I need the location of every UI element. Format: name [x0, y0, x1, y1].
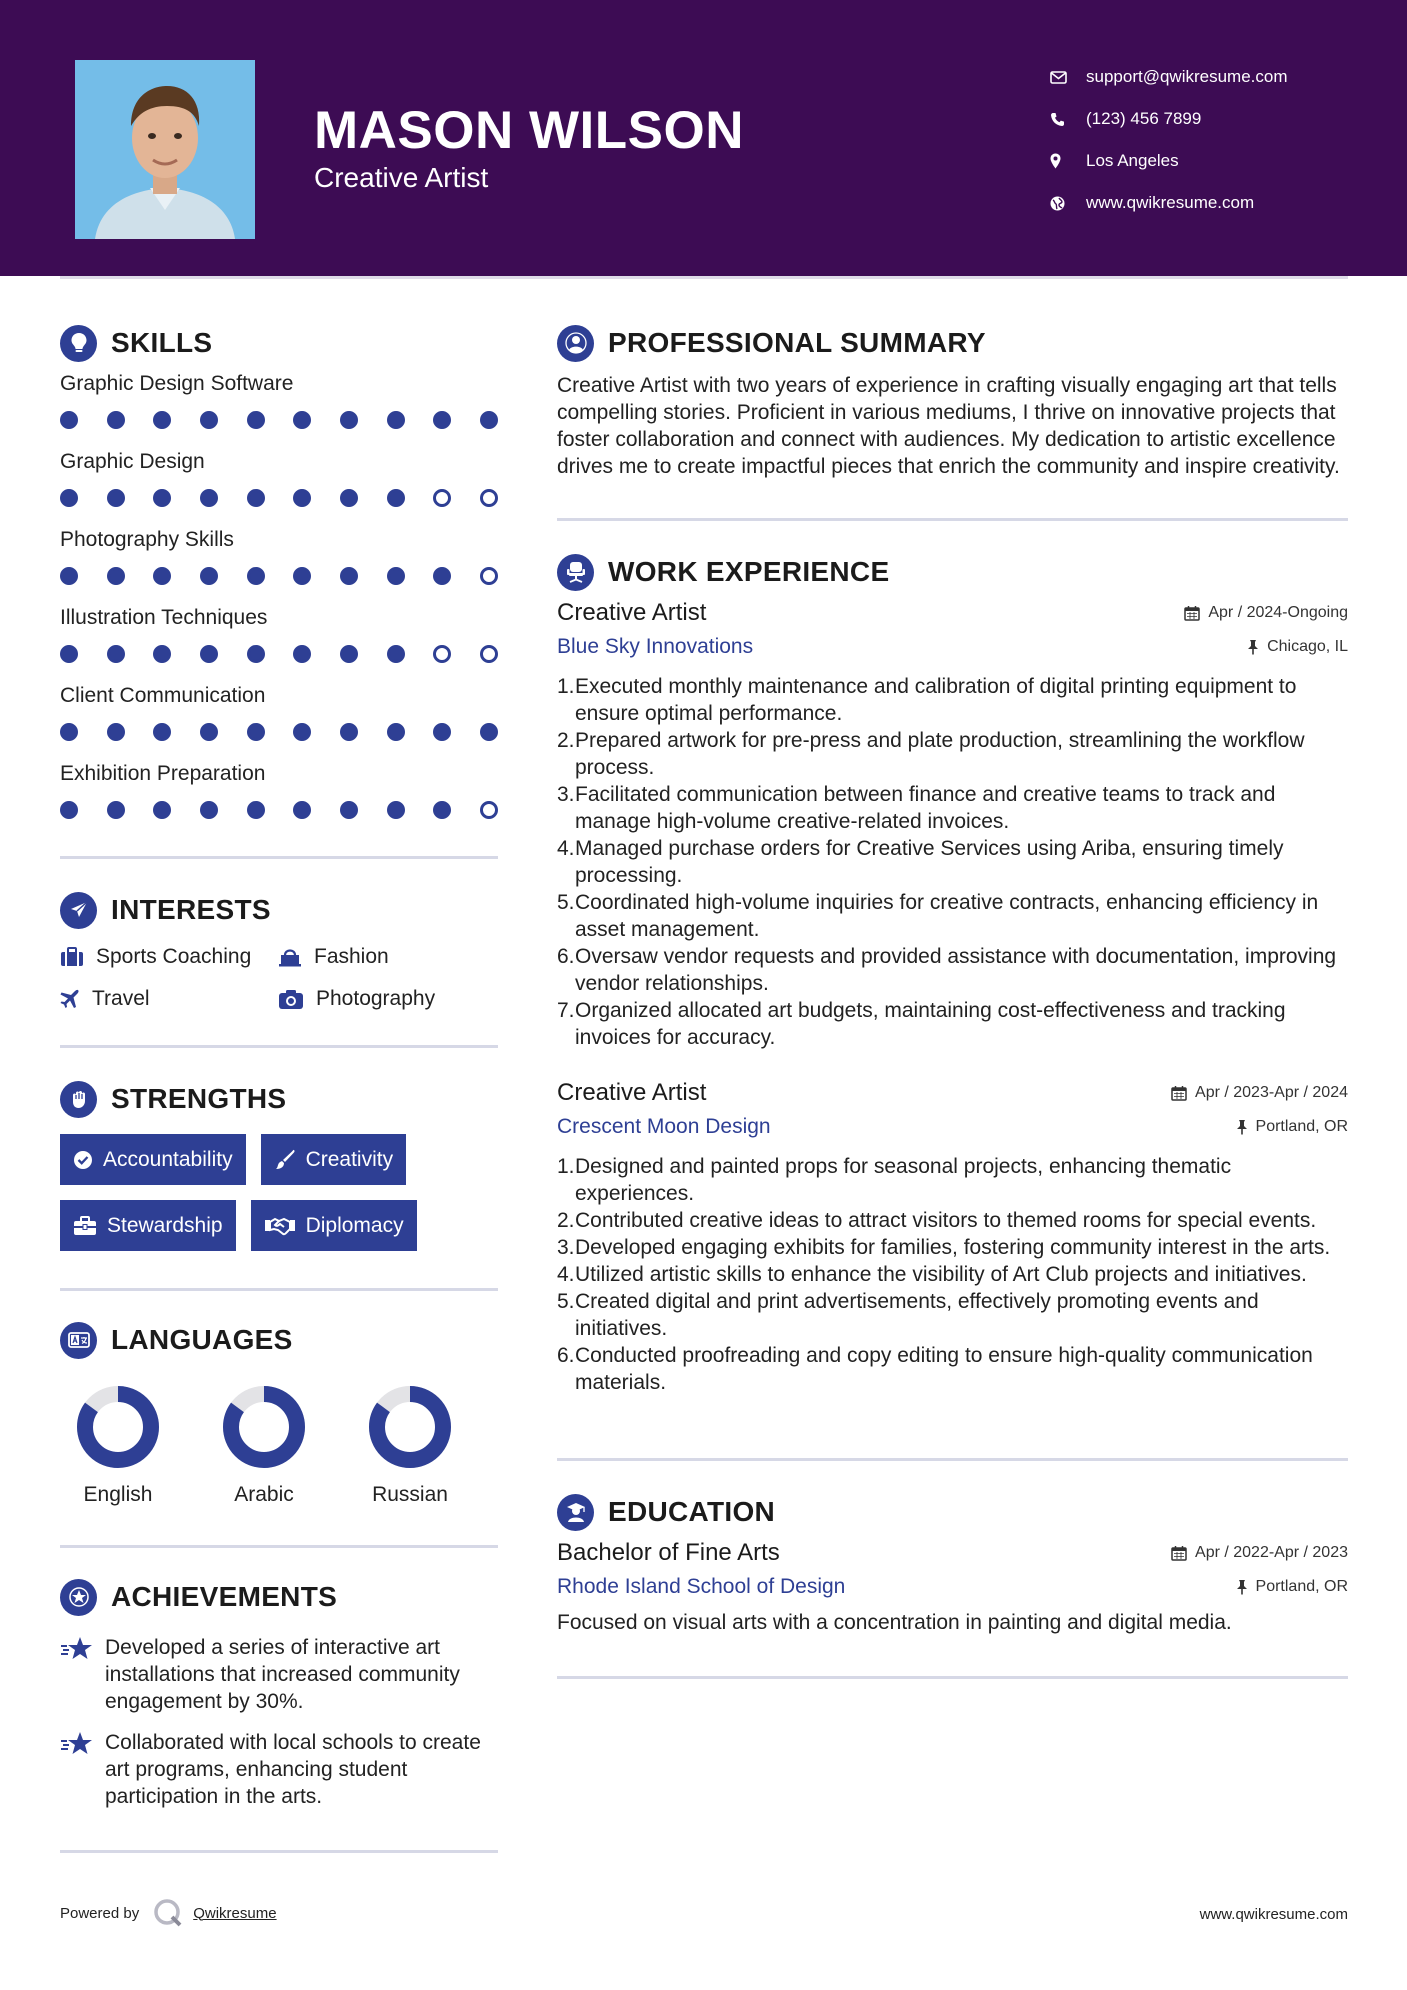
- rating-dot-filled: [433, 411, 451, 429]
- skill-name: Client Communication: [60, 684, 266, 707]
- rating-dot-filled: [293, 723, 311, 741]
- section-divider: [60, 1045, 498, 1048]
- interest-label: Sports Coaching: [96, 945, 252, 968]
- job-header: [557, 597, 1348, 629]
- rating-dot-filled: [153, 567, 171, 585]
- strengths-section: [60, 1074, 498, 1291]
- task-item: [557, 1261, 1348, 1288]
- rating-dot-filled: [340, 567, 358, 585]
- language-name: Russian: [372, 1483, 448, 1506]
- rating-dot-filled: [293, 411, 311, 429]
- rating-dot-filled: [480, 723, 498, 741]
- header-divider: [60, 276, 1348, 279]
- rating-dot-filled: [433, 567, 451, 585]
- rating-dot-filled: [433, 801, 451, 819]
- rating-dot-filled: [153, 723, 171, 741]
- contact-location-text: Los Angeles: [1086, 151, 1179, 170]
- task-item: [557, 781, 1348, 835]
- skills-section: [60, 318, 498, 859]
- skill-name: Graphic Design Software: [60, 372, 294, 395]
- star-badge-icon: [60, 1579, 97, 1616]
- achievements-heading: ACHIEVEMENTS: [111, 1581, 338, 1612]
- education-subheader: [557, 1569, 1348, 1605]
- right-column: [557, 318, 1348, 1679]
- rating-dot-filled: [153, 411, 171, 429]
- rating-dot-filled: [200, 645, 218, 663]
- shooting-star-icon: [60, 1636, 93, 1662]
- summary-text: Creative Artist with two years of experience in crafting visually engaging art that tells compelling stories. Proficient in various mediums, I thrive on innovative projects that foster collaboration and connect with audiences. My dedication to artistic excellence drives me to create impactful pieces that enrich the community and inspire creativity.: [557, 374, 1340, 478]
- paint-brush-icon: [274, 1149, 296, 1171]
- rating-dot-filled: [247, 567, 265, 585]
- task-item: [557, 727, 1348, 781]
- rating-dot-filled: [387, 489, 405, 507]
- task-item: [557, 1207, 1348, 1234]
- qwikresume-logo-icon: [153, 1898, 183, 1928]
- candidate-title: Creative Artist: [314, 162, 489, 193]
- task-number: 2.: [557, 1209, 575, 1232]
- task-text: Prepared artwork for pre-press and plate production, streamlining the workflow process.: [575, 729, 1305, 779]
- rating-dot-filled: [340, 411, 358, 429]
- calendar-icon: [1171, 1085, 1187, 1101]
- rating-dot-filled: [293, 801, 311, 819]
- rating-dot-filled: [433, 723, 451, 741]
- contact-phone[interactable]: [1050, 98, 1380, 140]
- strength-tag: [261, 1134, 407, 1185]
- rating-dot-filled: [60, 567, 78, 585]
- rating-dot-filled: [247, 411, 265, 429]
- rating-dot-filled: [293, 645, 311, 663]
- task-item: [557, 1288, 1348, 1342]
- skill-name: Illustration Techniques: [60, 606, 268, 629]
- rating-dot-empty: [480, 489, 498, 507]
- rating-dot-filled: [387, 801, 405, 819]
- achievement-text: Collaborated with local schools to create art programs, enhancing student participation in the arts.: [105, 1731, 481, 1808]
- lightbulb-icon: [60, 325, 97, 362]
- job-date: [1171, 1084, 1348, 1102]
- section-divider: [557, 1458, 1348, 1461]
- skill-name: Graphic Design: [60, 450, 205, 473]
- rating-dot-filled: [107, 645, 125, 663]
- job-date: [1184, 604, 1348, 622]
- strength-label: Accountability: [103, 1147, 233, 1171]
- contact-website[interactable]: [1050, 182, 1380, 224]
- task-number: 6.: [557, 1344, 575, 1367]
- camera-icon: [278, 989, 304, 1010]
- shooting-star-icon: [60, 1731, 93, 1757]
- task-number: 1.: [557, 1155, 575, 1178]
- interest-label: Travel: [92, 987, 150, 1010]
- rating-dot-filled: [60, 801, 78, 819]
- skill-rating: [60, 478, 498, 524]
- task-item: [557, 943, 1348, 997]
- shopping-bag-icon: [278, 947, 302, 967]
- interests-heading-row: [60, 885, 498, 935]
- rating-dot-empty: [480, 645, 498, 663]
- contact-email-text: support@qwikresume.com: [1086, 67, 1288, 86]
- interest-item: [278, 987, 498, 1011]
- languages-section: [60, 1315, 498, 1548]
- experience-heading-row: [557, 547, 1348, 597]
- job-location: [1236, 1118, 1348, 1136]
- achievements-heading-row: [60, 1572, 498, 1622]
- contact-list: [1050, 56, 1380, 224]
- plane-icon: [60, 989, 80, 1009]
- section-divider: [557, 518, 1348, 521]
- job-tasks: [557, 673, 1348, 1051]
- job-tasks: [557, 1153, 1348, 1396]
- rating-dot-filled: [200, 723, 218, 741]
- rating-dot-filled: [107, 723, 125, 741]
- rating-dot-filled: [200, 567, 218, 585]
- skill-name: Photography Skills: [60, 528, 234, 551]
- rating-dot-filled: [200, 411, 218, 429]
- section-divider: [60, 1545, 498, 1548]
- education-description: Focused on visual arts with a concentration in painting and digital media.: [557, 1611, 1232, 1634]
- task-number: 5.: [557, 1290, 575, 1313]
- handshake-icon: [264, 1216, 296, 1236]
- education-location-text: Portland, OR: [1255, 1578, 1348, 1595]
- section-divider: [557, 1676, 1348, 1679]
- skill-rating: [60, 634, 498, 680]
- interest-item: [60, 945, 278, 969]
- language-icon: [60, 1322, 97, 1359]
- experience-section: [557, 547, 1348, 1461]
- calendar-icon: [1184, 605, 1200, 621]
- task-text: Conducted proofreading and copy editing to ensure high-quality communication materials.: [575, 1344, 1313, 1394]
- graduate-icon: [557, 1494, 594, 1531]
- rating-dot-filled: [247, 645, 265, 663]
- strength-tag: [60, 1134, 246, 1185]
- contact-email[interactable]: [1050, 56, 1380, 98]
- achievement-item: [60, 1634, 498, 1715]
- job-company: Crescent Moon Design: [557, 1115, 771, 1138]
- rating-dot-filled: [247, 489, 265, 507]
- education-school: Rhode Island School of Design: [557, 1575, 846, 1598]
- task-text: Designed and painted props for seasonal projects, enhancing thematic experiences.: [575, 1155, 1232, 1205]
- language-level-donut: [368, 1385, 452, 1469]
- education-section: [557, 1487, 1348, 1679]
- education-heading: EDUCATION: [608, 1496, 776, 1527]
- languages-list: [60, 1385, 498, 1507]
- rating-dot-filled: [387, 645, 405, 663]
- rating-dot-filled: [153, 801, 171, 819]
- resume-header: [0, 0, 1407, 276]
- job-subheader: [557, 1109, 1348, 1145]
- task-item: [557, 889, 1348, 943]
- strength-label: Diplomacy: [305, 1213, 404, 1237]
- rating-dot-filled: [340, 723, 358, 741]
- rating-dot-filled: [340, 645, 358, 663]
- contact-location: [1050, 140, 1380, 182]
- rating-dot-filled: [107, 411, 125, 429]
- job-date-text: Apr / 2024-Ongoing: [1208, 604, 1348, 621]
- task-number: 6.: [557, 945, 575, 968]
- task-text: Facilitated communication between finance and creative teams to track and manage high-volume creative-related invoices.: [575, 783, 1276, 833]
- education-degree: Bachelor of Fine Arts: [557, 1539, 780, 1566]
- rating-dot-filled: [340, 801, 358, 819]
- rating-dot-filled: [200, 801, 218, 819]
- calendar-icon: [1171, 1545, 1187, 1561]
- pushpin-icon: [1236, 1579, 1248, 1595]
- interests-section: [60, 885, 498, 1048]
- task-text: Developed engaging exhibits for families, fostering community interest in the arts.: [575, 1236, 1331, 1259]
- summary-heading: PROFESSIONAL SUMMARY: [608, 327, 986, 358]
- fist-icon: [60, 1081, 97, 1118]
- strengths-heading: STRENGTHS: [111, 1083, 287, 1114]
- section-divider: [60, 856, 498, 859]
- strengths-list: [60, 1134, 498, 1251]
- section-divider: [60, 1850, 498, 1853]
- job-location-text: Portland, OR: [1255, 1118, 1348, 1135]
- rating-dot-filled: [107, 567, 125, 585]
- task-text: Utilized artistic skills to enhance the visibility of Art Club projects and initiatives.: [575, 1263, 1307, 1286]
- job-location-text: Chicago, IL: [1267, 638, 1348, 655]
- job-entry: [557, 1077, 1348, 1396]
- paper-plane-icon: [60, 892, 97, 929]
- task-number: 7.: [557, 999, 575, 1022]
- section-divider: [60, 1288, 498, 1291]
- task-number: 4.: [557, 837, 575, 860]
- task-number: 4.: [557, 1263, 575, 1286]
- job-subheader: [557, 629, 1348, 665]
- office-chair-icon: [557, 554, 594, 591]
- rating-dot-filled: [387, 567, 405, 585]
- skill-name: Exhibition Preparation: [60, 762, 266, 785]
- rating-dot-filled: [60, 723, 78, 741]
- toolbox-icon: [73, 1216, 97, 1236]
- task-item: [557, 1153, 1348, 1207]
- contact-website-text: www.qwikresume.com: [1086, 193, 1255, 212]
- education-header: [557, 1537, 1348, 1569]
- strengths-heading-row: [60, 1074, 498, 1124]
- languages-heading: LANGUAGES: [111, 1324, 293, 1355]
- brand-link[interactable]: Qwikresume: [193, 1904, 277, 1922]
- languages-heading-row: [60, 1315, 498, 1365]
- task-number: 2.: [557, 729, 575, 752]
- interest-item: [60, 987, 278, 1011]
- rating-dot-filled: [60, 489, 78, 507]
- task-number: 3.: [557, 1236, 575, 1259]
- footer-powered-by: [60, 1898, 277, 1928]
- envelope-icon: [1050, 71, 1086, 84]
- strength-tag: [60, 1200, 236, 1251]
- education-date: [1171, 1544, 1348, 1562]
- skill-rating: [60, 556, 498, 602]
- job-role: Creative Artist: [557, 1079, 707, 1106]
- rating-dot-filled: [293, 567, 311, 585]
- user-icon: [557, 325, 594, 362]
- education-location: [1236, 1578, 1348, 1596]
- language-name: English: [83, 1483, 153, 1506]
- footer-website[interactable]: www.qwikresume.com: [1199, 1906, 1348, 1923]
- language-item: [76, 1385, 160, 1507]
- rating-dot-empty: [480, 567, 498, 585]
- map-marker-icon: [1050, 153, 1086, 169]
- job-location: [1247, 638, 1348, 656]
- task-text: Executed monthly maintenance and calibration of digital printing equipment to ensure optimal performance.: [575, 675, 1297, 725]
- rating-dot-empty: [433, 645, 451, 663]
- rating-dot-filled: [107, 801, 125, 819]
- education-date-text: Apr / 2022-Apr / 2023: [1195, 1544, 1348, 1561]
- interests-heading: INTERESTS: [111, 894, 271, 925]
- strength-tag: [251, 1200, 417, 1251]
- powered-by-label: Powered by: [60, 1904, 140, 1922]
- job-company: Blue Sky Innovations: [557, 635, 754, 658]
- language-item: [222, 1385, 306, 1507]
- language-level-donut: [76, 1385, 160, 1469]
- pushpin-icon: [1247, 639, 1259, 655]
- task-text: Managed purchase orders for Creative Services using Ariba, ensuring timely processing.: [575, 837, 1284, 887]
- task-item: [557, 997, 1348, 1051]
- task-item: [557, 835, 1348, 889]
- skills-list: [60, 372, 498, 836]
- rating-dot-filled: [387, 723, 405, 741]
- achievements-section: [60, 1572, 498, 1853]
- job-role: Creative Artist: [557, 599, 707, 626]
- skill-rating: [60, 790, 498, 836]
- rating-dot-filled: [153, 489, 171, 507]
- rating-dot-filled: [293, 489, 311, 507]
- language-item: [368, 1385, 452, 1507]
- rating-dot-empty: [480, 801, 498, 819]
- language-level-donut: [222, 1385, 306, 1469]
- rating-dot-filled: [200, 489, 218, 507]
- interest-label: Fashion: [314, 945, 389, 968]
- left-column: [60, 318, 498, 1853]
- candidate-name: MASON WILSON: [314, 101, 744, 160]
- profile-photo: [75, 60, 255, 239]
- interests-list: [60, 945, 498, 1011]
- task-item: [557, 1234, 1348, 1261]
- contact-phone-text: (123) 456 7899: [1086, 109, 1202, 128]
- task-text: Organized allocated art budgets, maintaining cost-effectiveness and tracking invoices for accuracy.: [575, 999, 1286, 1049]
- language-name: Arabic: [234, 1483, 294, 1506]
- task-text: Oversaw vendor requests and provided assistance with documentation, improving vendor relationships.: [575, 945, 1337, 995]
- summary-section: [557, 318, 1348, 521]
- rating-dot-filled: [107, 489, 125, 507]
- briefcase-icon: [60, 947, 84, 967]
- education-heading-row: [557, 1487, 1348, 1537]
- strength-label: Creativity: [305, 1147, 394, 1171]
- job-header: [557, 1077, 1348, 1109]
- rating-dot-filled: [247, 801, 265, 819]
- rating-dot-filled: [387, 411, 405, 429]
- rating-dot-filled: [153, 645, 171, 663]
- skill-rating: [60, 400, 498, 446]
- skill-rating: [60, 712, 498, 758]
- rating-dot-filled: [340, 489, 358, 507]
- job-date-text: Apr / 2023-Apr / 2024: [1195, 1084, 1348, 1101]
- task-item: [557, 1342, 1348, 1396]
- check-circle-icon: [73, 1150, 93, 1170]
- interest-item: [278, 945, 498, 969]
- strength-label: Stewardship: [107, 1213, 223, 1237]
- rating-dot-filled: [480, 411, 498, 429]
- skills-heading-row: [60, 318, 498, 368]
- summary-heading-row: [557, 318, 1348, 368]
- rating-dot-empty: [433, 489, 451, 507]
- skills-heading: SKILLS: [111, 327, 213, 358]
- phone-icon: [1050, 112, 1086, 127]
- pushpin-icon: [1236, 1119, 1248, 1135]
- experience-heading: WORK EXPERIENCE: [608, 556, 890, 587]
- task-number: 1.: [557, 675, 575, 698]
- rating-dot-filled: [60, 645, 78, 663]
- achievement-text: Developed a series of interactive art installations that increased community engagement by 30%.: [105, 1636, 460, 1713]
- interest-label: Photography: [316, 987, 436, 1010]
- task-number: 5.: [557, 891, 575, 914]
- task-number: 3.: [557, 783, 575, 806]
- task-text: Coordinated high-volume inquiries for creative contracts, enhancing efficiency in asset management.: [575, 891, 1319, 941]
- task-text: Contributed creative ideas to attract visitors to themed rooms for special events.: [575, 1209, 1317, 1232]
- globe-icon: [1050, 196, 1086, 211]
- task-item: [557, 673, 1348, 727]
- job-entry: [557, 597, 1348, 1051]
- achievement-item: [60, 1729, 498, 1810]
- rating-dot-filled: [60, 411, 78, 429]
- rating-dot-filled: [247, 723, 265, 741]
- task-text: Created digital and print advertisements, effectively promoting events and initiatives.: [575, 1290, 1259, 1340]
